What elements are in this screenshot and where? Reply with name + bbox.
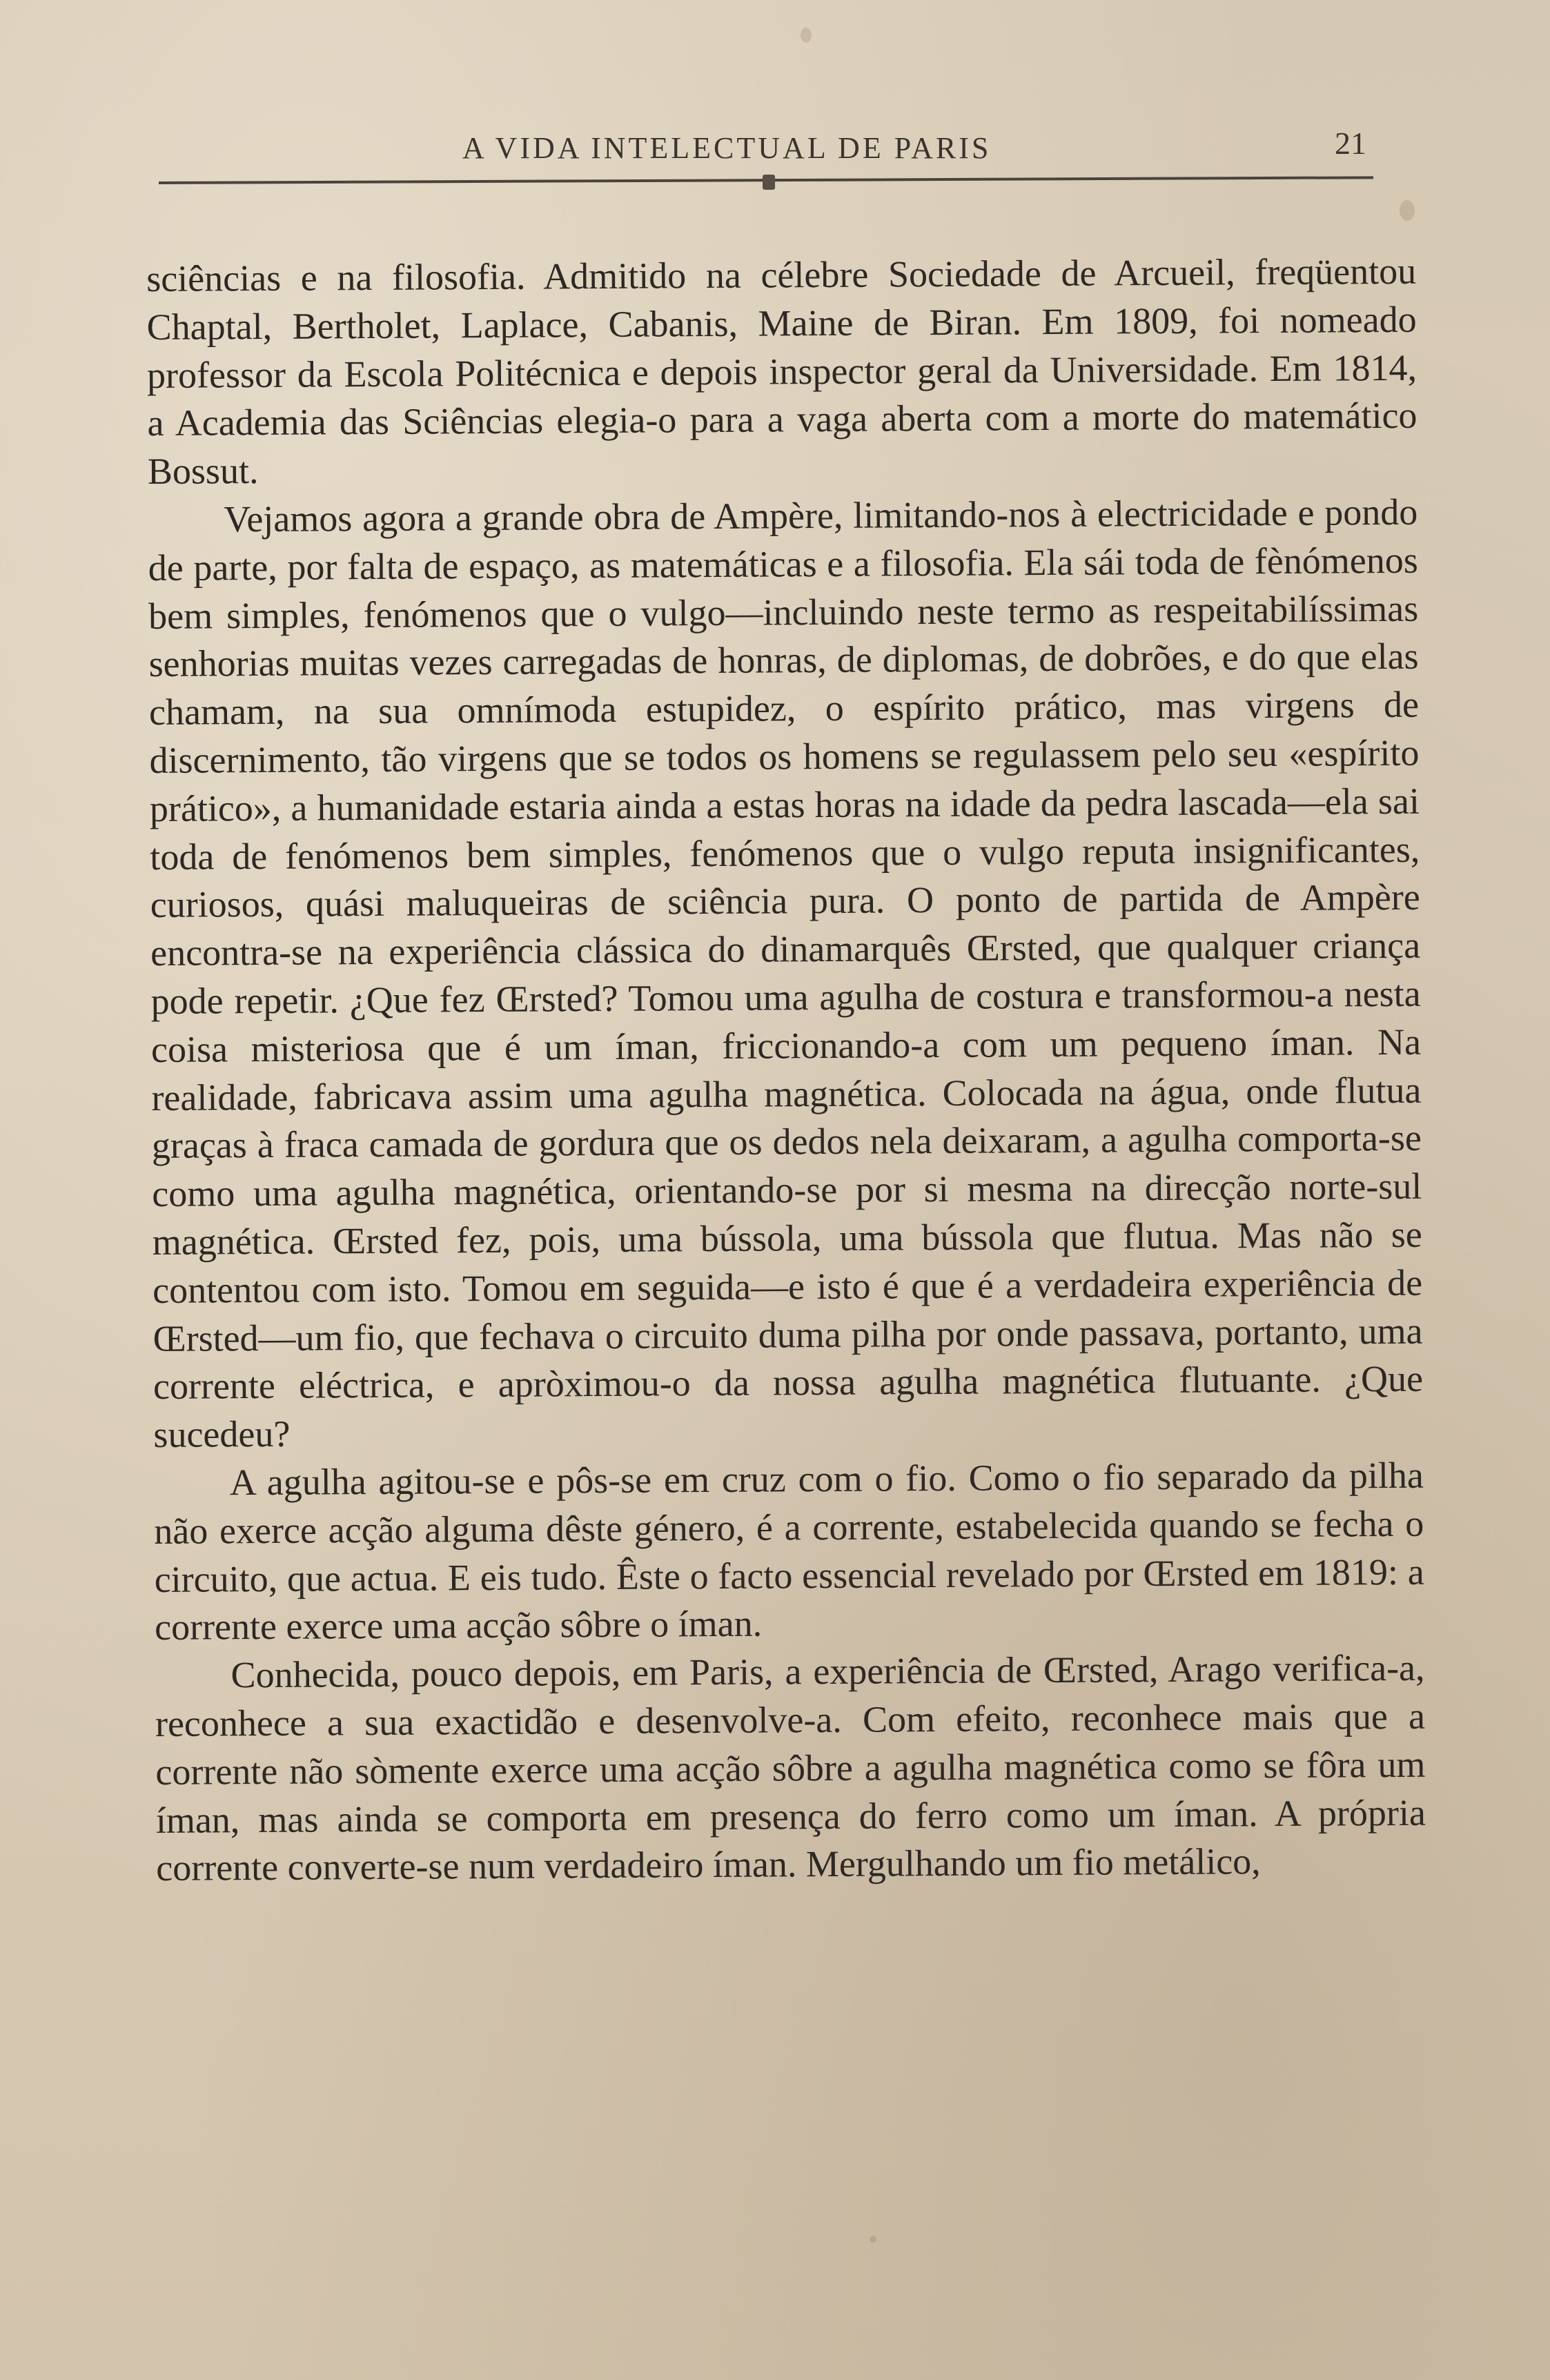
rule-ornament xyxy=(763,175,775,190)
paragraph: Vejamos agora a grande obra de Ampère, limitando-nos à electricidade e pondo de parte, por falta de espaço, as matemáticas e a filosofia. Ela sái toda de fènómenos bem simples, fenómenos que o vulgo—incluindo neste termo as respeitabilíssimas senhorias muitas vezes carregadas de honras, de diplomas, de dobrões, e do que elas chamam, na sua omnímoda estupidez, o espírito prático, mas virgens de discernimento, tão virgens que se todos os homens se regulassem pelo seu «espírito prático», a humanidade estaria ainda a estas horas na idade da pedra lascada—ela sai toda de fenómenos bem simples, fenómenos que o vulgo reputa insignificantes, curiosos, quási maluqueiras de sciência pura. O ponto de partida de Ampère encontra-se na experiência clássica do dinamarquês Œrsted, que qualquer criança pode repetir. ¿Que fez Œrsted? Tomou uma agulha de costura e transformou-a nesta coisa misteriosa que é um íman, friccionando-a com um pequeno íman. Na realidade, fabricava assim uma agulha magnética. Colocada na água, onde flutua graças à fraca camada de gordura que os dedos nela deixaram, a agulha comporta-se como uma agulha magnética, orientando-se por si mesma na direcção norte-sul magnética. Œrsted fez, pois, uma bússola, uma bússola que flutua. Mas não se contentou com isto. Tomou em seguida—e isto é que é a verdadeira experiência de Œrsted—um fio, que fechava o circuito duma pilha por onde passava, portanto, uma corrente eléctrica, e apròximou-o da nossa agulha magnética flutuante. ¿Que sucedeu? xyxy=(148,491,1424,1456)
page-header xyxy=(159,121,1373,183)
paper-stain xyxy=(870,2236,876,2243)
running-title: A VIDA INTELECTUAL DE PARIS xyxy=(462,131,992,165)
paper-stain xyxy=(1400,200,1415,221)
page-number: 21 xyxy=(1335,126,1366,161)
paragraph: sciências e na filosofia. Admitido na célebre Sociedade de Arcueil, freqüentou Chaptal, Bertholet, Laplace, Cabanis, Maine de Biran. Em 1809, foi nomeado professor da Escola Politécnica e depois inspector geral da Universidade. Em 1814, a Academia das Sciências elegia-o para a vaga aberta com a morte do matemático Bossut. xyxy=(146,250,1417,493)
paragraph: Conhecida, pouco depois, em Paris, a experiência de Œrsted, Arago verifica-a, reconhece a sua exactidão e desenvolve-a. Com efeito, reconhece mais que a corrente não sòmente exerce uma acção sôbre a agulha magnética como se fôra um íman, mas ainda se comporta em presença do ferro como um íman. A própria corrente converte-se num verdadeiro íman. Mergulhando um fio metálico, xyxy=(155,1646,1426,1889)
paragraph: A agulha agitou-se e pôs-se em cruz com o fio. Como o fio separado da pilha não exerce acção alguma dêste género, é a corrente, estabelecida quando se fecha o circuito, que actua. E eis tudo. Êste o facto essencial revelado por Œrsted em 1819: a corrente exerce uma acção sôbre o íman. xyxy=(154,1454,1424,1649)
paper-stain xyxy=(801,28,812,43)
body-text xyxy=(146,248,1426,1893)
